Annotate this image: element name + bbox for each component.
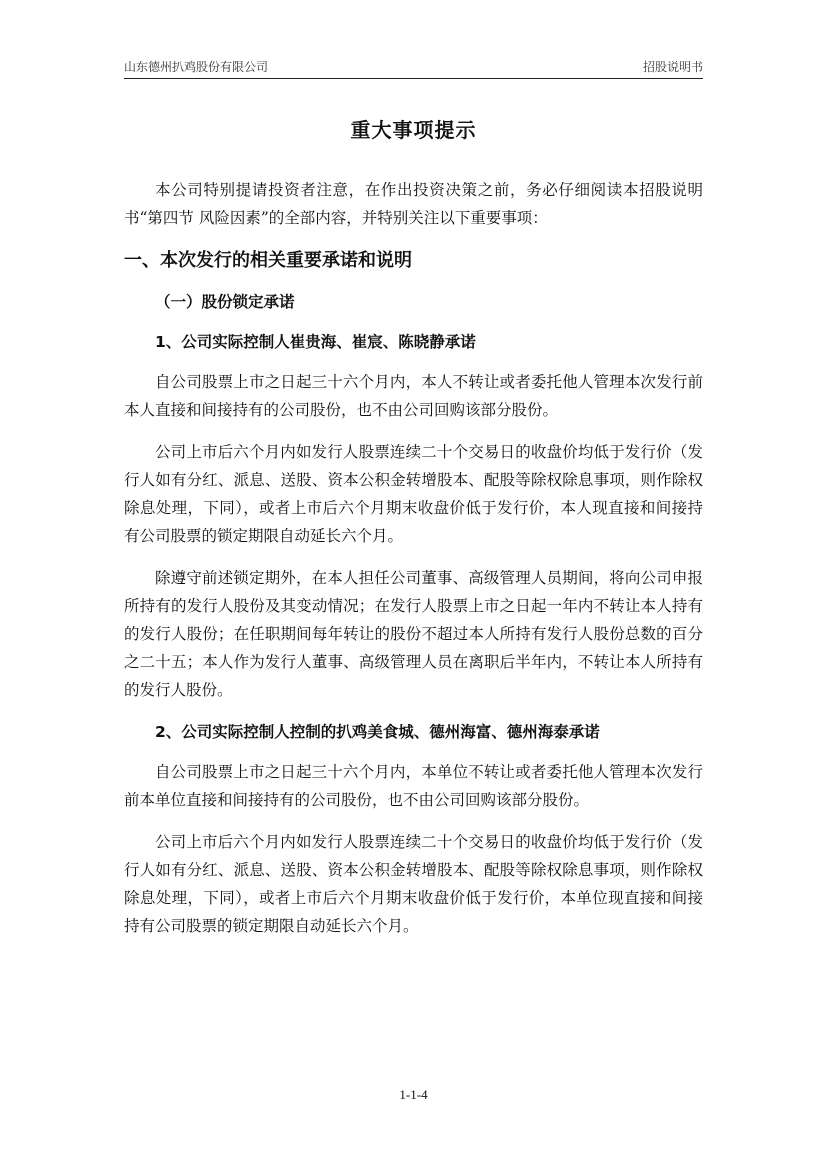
item1-paragraph-2: 公司上市后六个月内如发行人股票连续二十个交易日的收盘价均低于发行价（发行人如有分红、派息、送股、资本公积金转增股本、配股等除权除息事项，则作除权除息处理，下同），或者上市后六个月期末收盘价低于发行价，本人现直接和间接持有公司股票的锁定期限自动延长六个月。 bbox=[124, 443, 703, 545]
item-heading-1: 1、公司实际控制人崔贵海、崔宸、陈晓静承诺 bbox=[155, 333, 476, 351]
item2-paragraph-1: 自公司股票上市之日起三十六个月内，本单位不转让或者委托他人管理本次发行前本单位直接和间接持有的公司股份，也不由公司回购该部分股份。 bbox=[124, 763, 703, 809]
item-heading-2: 2、公司实际控制人控制的扒鸡美食城、德州海富、德州海泰承诺 bbox=[155, 723, 600, 741]
section-heading: 一、本次发行的相关重要承诺和说明 bbox=[124, 250, 412, 271]
item1-paragraph-1: 自公司股票上市之日起三十六个月内，本人不转让或者委托他人管理本次发行前本人直接和间接持有的公司股份，也不由公司回购该部分股份。 bbox=[124, 373, 703, 419]
main-content bbox=[124, 176, 703, 954]
item1-paragraph-3: 除遵守前述锁定期外，在本人担任公司董事、高级管理人员期间，将向公司申报所持有的发行人股份及其变动情况；在发行人股票上市之日起一年内不转让本人持有的发行人股份；在任职期间每年转让的股份不超过本人所持有发行人股份总数的百分之二十五；本人作为发行人董事、高级管理人员在离职后半年内，不转让本人所持有的发行人股份。 bbox=[124, 569, 703, 699]
item2-paragraph-2: 公司上市后六个月内如发行人股票连续二十个交易日的收盘价均低于发行价（发行人如有分红、派息、送股、资本公积金转增股本、配股等除权除息事项，则作除权除息处理，下同），或者上市后六个月期末收盘价低于发行价，本单位现直接和间接持有公司股票的锁定期限自动延长六个月。 bbox=[124, 833, 703, 935]
page-title: 重大事项提示 bbox=[350, 118, 477, 142]
page-header bbox=[124, 58, 703, 78]
header-rule bbox=[124, 78, 703, 79]
subsection-heading: （一）股份锁定承诺 bbox=[155, 293, 295, 311]
page-number: 1-1-4 bbox=[399, 1087, 428, 1102]
header-company: 山东德州扒鸡股份有限公司 bbox=[124, 60, 269, 74]
intro-paragraph: 本公司特别提请投资者注意，在作出投资决策之前，务必仔细阅读本招股说明书“第四节 风险因素”的全部内容，并特别关注以下重要事项： bbox=[124, 181, 703, 227]
header-doc-title: 招股说明书 bbox=[642, 60, 703, 74]
